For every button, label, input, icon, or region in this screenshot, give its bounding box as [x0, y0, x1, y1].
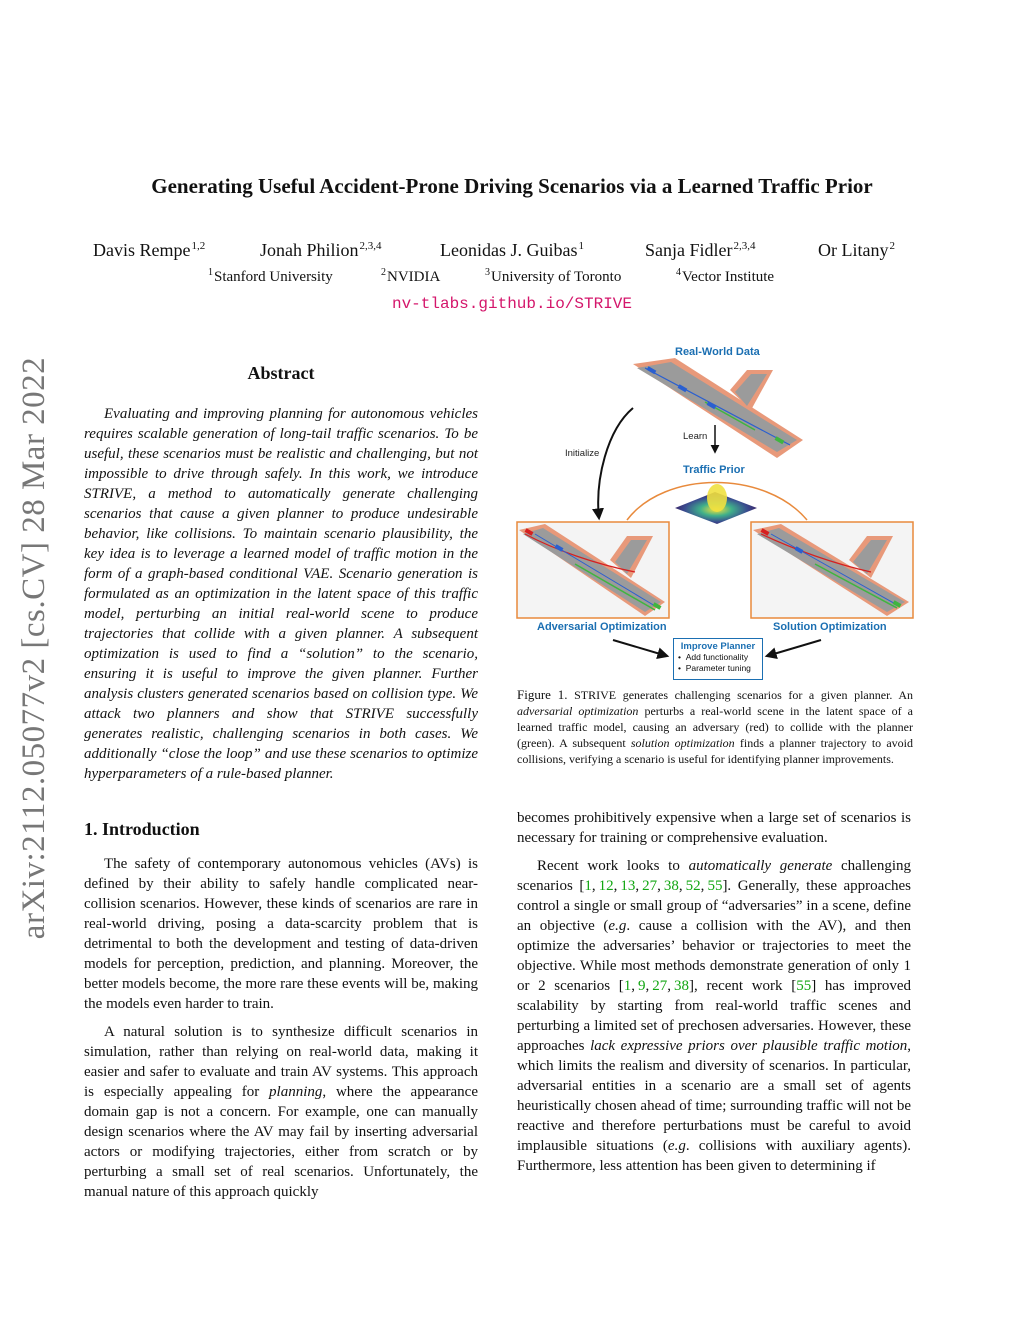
affiliation-name: Vector Institute	[682, 269, 775, 285]
citation[interactable]: 1	[623, 978, 632, 994]
caption-label: Figure 1.	[517, 687, 568, 702]
text-run: Recent work looks to	[537, 858, 689, 874]
affiliation-sup: 3	[485, 267, 490, 278]
label-real-world: Real-World Data	[675, 346, 760, 358]
left-column	[84, 854, 478, 1210]
text-run: STRIVE generates challenging scenarios for a given planner. An	[567, 688, 913, 702]
paragraph	[84, 1022, 478, 1202]
figure-1	[515, 340, 915, 680]
affiliation-sup: 2	[381, 267, 386, 278]
right-column	[517, 808, 911, 1184]
citation[interactable]: 12	[598, 878, 614, 894]
affiliation-name: Stanford University	[214, 269, 333, 285]
abstract-heading: Abstract	[247, 363, 315, 383]
text-run: ], recent work [	[689, 978, 797, 994]
improve-planner-box	[673, 638, 763, 680]
solution-panel	[751, 522, 913, 618]
author-sup: 2,3,4	[733, 240, 756, 252]
text-run: perturbs a real-world scene in the latent space of a learned traffic model, causing an adversary (red) to collide with the planner (green). A subsequent	[517, 704, 913, 750]
citation[interactable]: 27	[652, 978, 668, 994]
improve-planner-title: Improve Planner	[680, 641, 756, 652]
author	[260, 240, 382, 261]
author-sup: 1,2	[191, 240, 206, 252]
author-name: Or Litany	[818, 240, 889, 260]
paper-title: Generating Useful Accident-Prone Driving Scenarios via a Learned Traffic Prior	[151, 174, 873, 198]
author	[818, 240, 895, 261]
emphasis: e.g	[608, 918, 627, 934]
affiliation	[208, 267, 333, 286]
abstract-body: Evaluating and improving planning for autonomous vehicles requires scalable generation of long-tail traffic scenarios. To be useful, these scenarios must be realistic and challenging, but not impossible to drive through safely. In this work, we introduce STRIVE, a method to automatically generate challenging scenarios that cause a given planner to produce undesirable behavior, like collisions. To maintain scenario plausibility, the key idea is to leverage a learned model of traffic motion in the form of a graph-based conditional VAE. Scenario generation is formulated as an optimization in the latent space of this traffic model, perturbing an initial real-world scene to produce trajectories that collide with a given planner. A subsequent optimization is used to find a “solution” to the scenario, ensuring it is useful to improve the given planner. Further analysis clusters generated scenarios based on collision type. We attack two planners and show that STRIVE successfully generates realistic, challenging scenarios in both cases. We additionally “close the loop” and use these scenarios to optimize hyperparameters of a rule-based planner.	[84, 406, 478, 782]
text-run: ] has improved scalability by starting from real-world traffic scenes and perturbing a limited set of prechosen adversaries. However, these approaches	[517, 978, 911, 1054]
author-sup: 2	[889, 240, 895, 252]
label-traffic-prior: Traffic Prior	[683, 464, 745, 476]
author	[440, 240, 584, 261]
traffic-prior-surface	[675, 484, 757, 524]
affiliation	[485, 267, 621, 286]
author-sup: 2,3,4	[359, 240, 382, 252]
real-world-map	[633, 358, 803, 458]
label-learn: Learn	[683, 431, 708, 442]
text-run: challenging scenarios [	[517, 858, 911, 894]
citation[interactable]: 27	[642, 878, 658, 894]
emphasis: solution optimization	[630, 736, 735, 750]
emphasis: automatically generate	[688, 858, 833, 874]
improve-item-text: Parameter tuning	[685, 663, 751, 673]
paragraph: Recent work looks to automatically generate challenging scenarios [1, 12, 13, 27, 38, 52, 55]. Generally, these approaches control a single or small group of “adversaries” in a scene, define an objective (e.g. cause a collision with the AV), and then optimize the adversaries’ behavior or trajectories to meet the objective. While most methods demonstrate generation of only 1 or 2 scenarios [1, 9, 27, 38], recent work [55] has improved scalability by starting from real-world traffic scenes and perturbing a limited set of prechosen adversaries. However, these approaches lack expressive priors over plausible traffic motion, which limits the realism and diversity of scenarios. In particular, adversarial entities in a scenario are a small set of agents heuristically chosen ahead of time; surrounding traffic will not be reactive and therefore perturbations must be careful to avoid implausible situations (e.g. collisions with auxiliary agents). Furthermore, less attention has been given to determining if	[517, 858, 912, 1174]
figure-caption	[517, 687, 913, 767]
improve-item: • Add functionality	[678, 652, 749, 662]
citation[interactable]: 55	[707, 878, 723, 894]
author-name: Sanja Fidler	[645, 240, 733, 260]
citation[interactable]: 38	[663, 878, 679, 894]
emphasis: planning	[269, 1084, 323, 1100]
paragraph: becomes prohibitively expensive when a large set of scenarios is necessary for training or comprehensive evaluation.	[517, 810, 911, 846]
citation[interactable]: 1	[584, 878, 592, 894]
author	[93, 240, 205, 261]
paragraph: The safety of contemporary autonomous vehicles (AVs) is defined by their ability to safely handle complicated near-collision scenarios. However, these kinds of scenarios are rare in real-world driving, posing a data-scarcity problem that is detrimental to both the development and testing of data-driven models for perception, prediction, and planning. Moreover, the better models become, the more rare these events will be, making the models even harder to train.	[84, 856, 478, 1012]
improve-item: • Parameter tuning	[678, 663, 751, 673]
adversarial-panel	[517, 522, 669, 618]
emphasis: e.g	[667, 1138, 686, 1154]
affiliation	[381, 267, 440, 286]
label-adversarial: Adversarial Optimization	[537, 621, 667, 633]
label-solution: Solution Optimization	[773, 621, 887, 633]
citation[interactable]: 13	[620, 878, 636, 894]
author-name: Leonidas J. Guibas	[440, 240, 578, 260]
label-initialize: Initialize	[565, 448, 600, 459]
text-run: finds a planner trajectory to avoid collisions, verifying a scenario is useful for identifying planner improvements.	[517, 736, 913, 766]
author-name: Davis Rempe	[93, 240, 191, 260]
affiliation	[676, 267, 774, 286]
text-run: , where the appearance domain gap is not a concern. For example, one can manually design scenarios where the AV may fail by inserting adversarial actors or modifying trajectories, either from scratch or by perturbing a small set of real scenarios. Unfortunately, the manual nature of this approach quickly	[84, 1084, 478, 1200]
citation[interactable]: 38	[674, 978, 690, 994]
citation[interactable]: 55	[796, 978, 812, 994]
text-run: A natural solution is to synthesize difficult scenarios in simulation, rather than relying on real-world data, making it easier and safer to evaluate and train AV systems. This approach is especially appealing for	[84, 1024, 478, 1100]
improve-item-text: Add functionality	[685, 652, 749, 662]
citation[interactable]: 9	[638, 978, 646, 994]
affiliation-sup: 4	[676, 267, 681, 278]
emphasis: lack expressive priors over plausible traffic motion	[590, 1038, 908, 1054]
emphasis: adversarial optimization	[517, 704, 639, 718]
arxiv-stamp: arXiv:2112.05077v2 [cs.CV] 28 Mar 2022	[16, 356, 52, 940]
section-heading: 1. Introduction	[84, 819, 200, 839]
citation[interactable]: 52	[685, 878, 701, 894]
affiliation-name: NVIDIA	[387, 269, 441, 285]
author-name: Jonah Philion	[260, 240, 359, 260]
author-sup: 1	[578, 240, 584, 252]
affiliation-sup: 1	[208, 267, 213, 278]
affiliation-name: University of Toronto	[491, 269, 622, 285]
text-run: , which limits the realism and diversity of scenarios. In particular, adversarial entities in a scenario are a small set of agents heuristically chosen ahead of time; surrounding traffic will not be reactive and therefore perturbations must be careful to avoid implausible situations (	[517, 1038, 912, 1154]
text-run: . collisions with auxiliary agents). Furthermore, less attention has been given to determining if	[517, 1138, 911, 1174]
project-url[interactable]: nv-tlabs.github.io/STRIVE	[391, 295, 633, 313]
author	[645, 240, 756, 261]
text-run: ]. Generally, these approaches control a single or small group of “adversaries” in a scene, define an objective (	[517, 878, 911, 934]
text-run: . cause a collision with the AV), and then optimize the adversaries’ behavior or trajectories to meet the objective. While most methods demonstrate generation of only 1 or 2 scenarios [	[517, 918, 911, 994]
